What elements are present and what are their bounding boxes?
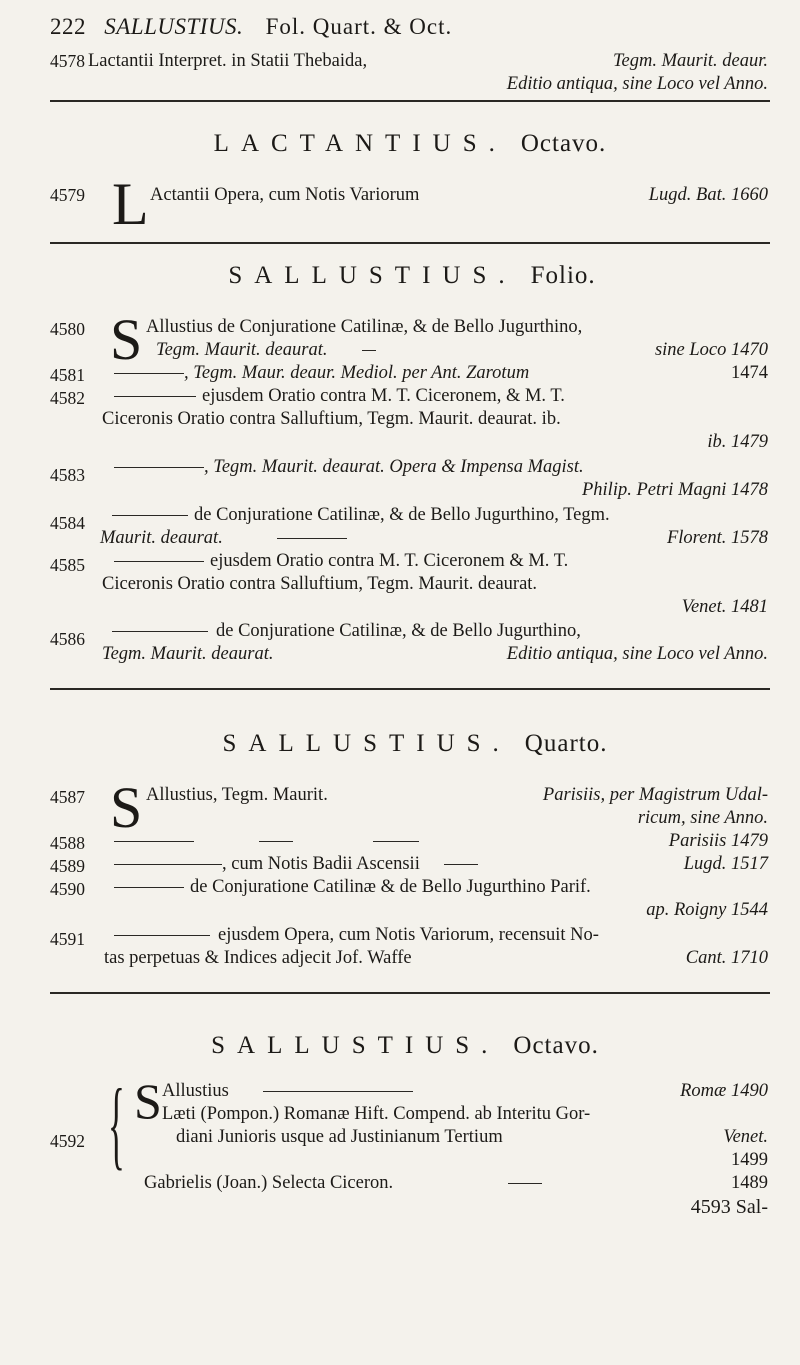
entry-imprint-2: Venet. — [723, 1127, 768, 1147]
entry-imprint: Cant. 1710 — [685, 948, 768, 968]
section-format: Folio. — [530, 262, 596, 289]
entry-number: 4592 — [50, 1131, 85, 1151]
entry-binding: Tegm. Maurit. deaurat. — [102, 644, 274, 664]
entry-text: de Conjuratione Catilinæ, & de Bello Jugurthino, — [216, 621, 581, 641]
entry-text: de Conjuratione Catilinæ, & de Bello Jugurthino, Tegm. — [194, 505, 610, 525]
entry-binding: Tegm. Maurit. deaur. — [612, 51, 768, 71]
entry-text: Lactantii Interpret. in Statii Thebaida, — [88, 51, 368, 71]
section-heading: SALLUSTIUS. — [211, 1032, 500, 1059]
entry-imprint: Philip. Petri Magni 1478 — [581, 480, 768, 500]
entry-imprint: Lugd. 1517 — [683, 854, 768, 874]
entry-text: , Tegm. Maur. deaur. Mediol. per Ant. Zarotum — [184, 363, 530, 383]
entry-imprint: Lugd. Bat. 1660 — [648, 185, 768, 205]
section-heading: SALLUSTIUS. — [222, 730, 511, 757]
entry-number: 4582 — [50, 388, 85, 408]
entry-imprint — [680, 1080, 768, 1103]
ditto-dash — [263, 1091, 413, 1092]
entry-text: , cum Notis Badii Ascensii — [222, 854, 420, 874]
entry-number: 4590 — [50, 879, 85, 899]
ditto-dash — [444, 864, 478, 865]
section-title-sallust-octavo — [10, 1032, 800, 1060]
section-rule — [50, 100, 770, 102]
entry-binding: Maurit. deaurat. — [100, 528, 223, 548]
section-format: Quarto. — [524, 730, 608, 757]
ditto-dash — [112, 515, 188, 516]
entry-imprint: 1474 — [731, 363, 768, 383]
entry-imprint: Parisiis, per Magistrum Udal- — [542, 785, 768, 805]
entry-number: 4589 — [50, 856, 85, 876]
ditto-dash — [114, 935, 210, 936]
ditto-dash — [373, 841, 419, 842]
ditto-dash — [277, 538, 347, 539]
entry-number: 4581 — [50, 365, 85, 385]
entry-text-2: tas perpetuas & Indices adjecit Jof. Waffe — [104, 948, 412, 968]
entry-imprint: sine Loco 1470 — [654, 340, 768, 360]
entry-text-2: Ciceronis Oratio contra Salluftium, Tegm. Maurit. deaurat. — [102, 574, 538, 594]
brace: { — [108, 1068, 125, 1179]
entry-number: 4591 — [50, 929, 85, 949]
imprint-text: Romæ 1490 — [680, 1081, 768, 1101]
section-format: Octavo. — [520, 130, 607, 157]
entry-year: 1499 — [731, 1150, 768, 1170]
entry-text: ejusdem Oratio contra M. T. Ciceronem & M. T. — [210, 551, 569, 571]
entry-number: 4580 — [50, 319, 85, 339]
entry-imprint: Parisiis 1479 — [668, 831, 768, 851]
entry-imprint: ib. 1479 — [707, 432, 768, 452]
entry-text: de Conjuratione Catilinæ & de Bello Jugurthino Parif. — [190, 877, 591, 897]
section-title-sallust-folio — [24, 262, 800, 290]
ditto-dash — [508, 1183, 542, 1184]
running-formats: Fol. Quart. & Oct. — [265, 14, 453, 39]
section-rule — [50, 992, 770, 994]
entry-number: 4578 — [50, 51, 85, 71]
entry-imprint: Venet. 1481 — [681, 597, 768, 617]
ditto-dash — [114, 467, 204, 468]
entry-text: ejusdem Opera, cum Notis Variorum, recensuit No- — [218, 925, 599, 945]
entry-4579 — [50, 171, 768, 237]
entry-text: Allustius, Tegm. Maurit. — [146, 785, 328, 805]
drop-cap: S — [110, 775, 143, 840]
entry-edition: Editio antiqua, sine Loco vel Anno. — [506, 644, 768, 664]
section-title-lactantius — [20, 130, 800, 158]
section-heading: SALLUSTIUS. — [228, 262, 517, 289]
entry-edition: Editio antiqua, sine Loco vel Anno. — [506, 74, 768, 94]
ditto-dash — [114, 373, 184, 374]
entry-text: Allustius — [162, 1081, 229, 1101]
ditto-dash — [259, 841, 293, 842]
running-title: SALLUSTIUS. — [104, 14, 244, 39]
entry-4578 — [50, 50, 768, 100]
entry-binding: Tegm. Maurit. deaurat. — [156, 340, 328, 360]
ditto-dash — [362, 350, 376, 351]
entry-number: 4585 — [50, 555, 85, 575]
section-heading: LACTANTIUS. — [213, 130, 507, 157]
drop-cap: L — [112, 171, 149, 237]
entry-text-3: diani Junioris usque ad Justinianum Tertium — [176, 1127, 503, 1147]
entry-number: 4579 — [50, 185, 85, 205]
drop-cap: S — [110, 307, 143, 372]
ditto-dash — [114, 841, 194, 842]
entry-number: 4587 — [50, 787, 85, 807]
section-format: Octavo. — [513, 1032, 599, 1059]
ditto-dash — [112, 631, 208, 632]
ditto-dash — [114, 396, 196, 397]
ditto-dash — [114, 864, 222, 865]
section-title-sallust-quarto — [30, 730, 800, 758]
entry-imprint-2: ricum, sine Anno. — [637, 808, 768, 828]
entry-text-4: Gabrielis (Joan.) Selecta Ciceron. — [144, 1173, 394, 1193]
entry-number: 4586 — [50, 629, 85, 649]
page-number: 222 — [50, 14, 86, 39]
entry-text: Allustius de Conjuratione Catilinæ, & de Bello Jugurthino, — [146, 317, 583, 337]
section-rule — [50, 242, 770, 244]
entry-year-2: 1489 — [731, 1173, 768, 1193]
entry-text: Actantii Opera, cum Notis Variorum — [150, 185, 420, 205]
next-entry-number: 4593 — [690, 1196, 731, 1218]
entry-number: 4588 — [50, 833, 85, 853]
ditto-dash — [114, 561, 204, 562]
ditto-dash — [114, 887, 184, 888]
entry-imprint: Florent. 1578 — [666, 528, 768, 548]
catchword-line — [50, 1196, 768, 1219]
entry-number: 4583 — [50, 465, 85, 485]
page-header — [50, 14, 452, 40]
entry-text: , Tegm. Maurit. deaurat. Opera & Impensa Magist. — [204, 457, 584, 477]
entry-text-2: Ciceronis Oratio contra Salluftium, Tegm. Maurit. deaurat. ib. — [102, 409, 561, 429]
entry-imprint: ap. Roigny 1544 — [646, 900, 768, 920]
entry-number: 4584 — [50, 513, 85, 533]
entry-text: ejusdem Oratio contra M. T. Ciceronem, & M. T. — [202, 386, 565, 406]
drop-cap: S — [134, 1073, 162, 1129]
catchword: Sal- — [735, 1196, 768, 1218]
entry-text-2: Læti (Pompon.) Romanæ Hift. Compend. ab Interitu Gor- — [162, 1104, 591, 1124]
section-rule — [50, 688, 770, 690]
